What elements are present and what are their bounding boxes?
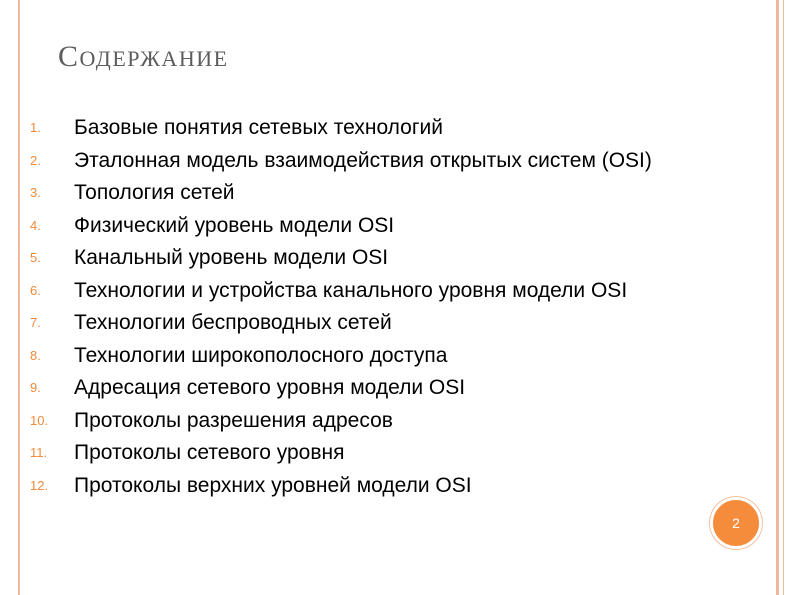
contents-item — [0, 210, 770, 243]
item-text: Протоколы сетевого уровня — [74, 441, 345, 464]
page-number-badge: 2 — [710, 497, 762, 549]
item-number: 8. — [30, 347, 41, 363]
item-text: Топология сетей — [74, 181, 235, 204]
item-number: 9. — [30, 380, 41, 395]
contents-item — [0, 340, 770, 373]
item-text: Адресация сетевого уровня модели OSI — [74, 376, 466, 399]
item-number: 10. — [30, 412, 49, 428]
item-number: 12. — [30, 477, 49, 493]
item-number: 3. — [30, 185, 41, 200]
item-text: Протоколы разрешения адресов — [74, 408, 393, 432]
item-text: Базовые понятия сетевых технологий — [74, 116, 443, 139]
slide-title-rest: ОДЕРЖАНИЕ — [79, 46, 229, 71]
contents-item — [0, 405, 770, 438]
item-number: 2. — [30, 152, 41, 168]
item-number: 5. — [30, 250, 41, 265]
contents-item — [0, 437, 770, 470]
contents-item — [0, 372, 770, 405]
item-number: 11. — [30, 445, 48, 460]
item-text: Физический уровень модели OSI — [74, 213, 395, 237]
contents-item — [0, 112, 770, 145]
item-number: 7. — [30, 315, 41, 330]
contents-item — [0, 145, 770, 178]
contents-item — [0, 470, 770, 503]
item-text: Технологии и устройства канального уровня модели OSI — [74, 278, 628, 302]
item-number: 6. — [30, 282, 41, 298]
item-number: 1. — [30, 120, 41, 135]
item-text: Технологии беспроводных сетей — [74, 311, 392, 334]
item-text: Канальный уровень модели OSI — [74, 246, 389, 269]
item-text: Технологии широкополосного доступа — [74, 343, 448, 367]
item-text: Протоколы верхних уровней модели OSI — [74, 473, 472, 497]
contents-item — [0, 177, 770, 210]
item-number: 4. — [30, 217, 41, 233]
right-decorative-band — [778, 0, 794, 595]
slide-title-initial: С — [58, 40, 80, 73]
contents-item — [0, 242, 770, 275]
slide-title — [58, 40, 229, 74]
contents-item — [0, 307, 770, 340]
contents-item — [0, 275, 770, 308]
item-text: Эталонная модель взаимодействия открытых систем (OSI) — [74, 148, 652, 172]
right-band-line — [783, 0, 784, 595]
contents-list — [0, 112, 770, 502]
